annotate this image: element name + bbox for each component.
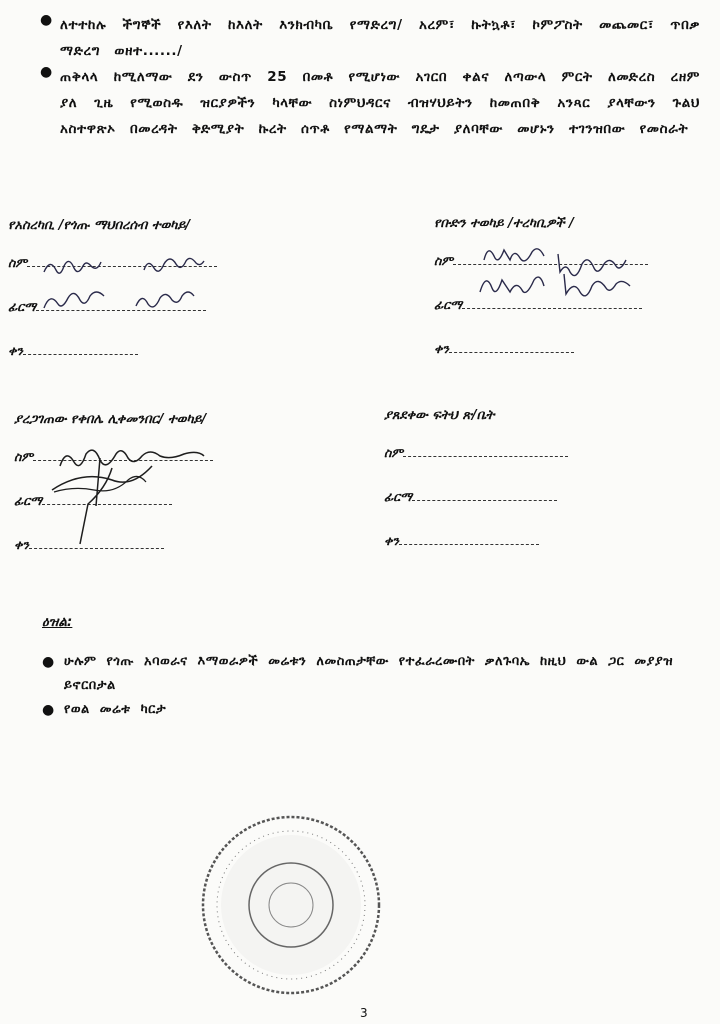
date-field	[384, 533, 568, 555]
official-stamp	[196, 810, 386, 1000]
page-number: 3	[360, 1006, 368, 1020]
name-line	[453, 263, 648, 265]
date-line	[399, 543, 539, 545]
note-item-text: የወል መሬቱ ካርታ	[64, 702, 167, 717]
lessor-heading: የአስረካቢ /የጎጡ ማህበረሰብ ተወካይ/	[8, 218, 191, 233]
date-field	[8, 343, 217, 365]
group-signature-block	[434, 216, 648, 363]
signature-field	[384, 489, 568, 511]
court-signature-block	[384, 408, 568, 555]
signature-label: ፊርማ	[384, 489, 413, 504]
signature-label: ፊርማ	[8, 299, 37, 314]
verifier-signature-block	[14, 412, 213, 559]
bullet-icon: ●	[40, 12, 53, 28]
signature-field	[434, 297, 648, 319]
name-label: ስም	[14, 449, 34, 464]
court-heading: ያጸደቀው ፍትህ ጽ/ቤት	[384, 408, 495, 423]
signature-line	[462, 307, 642, 309]
name-field	[434, 253, 648, 275]
name-label: ስም	[434, 253, 454, 268]
date-line	[23, 353, 138, 355]
name-field	[384, 445, 568, 467]
signature-label: ፊርማ	[14, 493, 43, 508]
name-label: ስም	[384, 445, 404, 460]
list-item	[42, 698, 682, 722]
name-field	[8, 255, 217, 277]
bullet-text: ለተተከሉ ችግኞች የእለት ከእለት እንክብካቤ የማድረግ/ አረም፣ ኩትኳቶ፣ ኮምፖስት መጨመር፣ ጥበቃ ማድረግ ወዘተ....../	[60, 17, 700, 59]
list-item	[40, 12, 700, 64]
date-label: ቀን	[434, 341, 449, 356]
name-line	[33, 459, 213, 461]
signature-line	[412, 499, 557, 501]
signature-field	[8, 299, 217, 321]
signature-line	[36, 309, 206, 311]
name-label: ስም	[8, 255, 28, 270]
date-label: ቀን	[8, 343, 23, 358]
bullet-icon: ●	[42, 702, 55, 718]
bullet-text: ጠቅላላ ከሚለማው ደን ውስጥ 25 በመቶ የሚሆነው አገርበ ቀልና ለጣውላ ምርት ለመድረስ ረዘም ያለ ጊዜ የሚወስዱ ዝርያዎችን ካላቸው ስነምህዳርና ብዝሃህይትን ከመጠበቅ አንጻር ያላቸውን ጉልህ አስተዋጽኦ በመረዳት ቅድሚያት ኩረት ሰጥቶ የማልማት ግዴታ ያለባቸው መሆኑን ተገንዝበው የመስራት	[60, 69, 700, 137]
signature-line	[42, 503, 172, 505]
list-item	[40, 64, 700, 142]
name-field	[14, 449, 213, 471]
verifier-heading: ያረጋገጠው የቀበሌ ሊቀመንበር/ ተወካይ/	[14, 412, 207, 427]
date-label: ቀን	[14, 537, 29, 552]
name-line	[403, 455, 568, 457]
name-line	[27, 265, 217, 267]
date-field	[14, 537, 213, 559]
note-item-text: ሁሉም የጎጡ አባወራና እማወራዎች መሬቱን ለመስጠታቸው የተፈራረሙበት ቃለጉባኤ ከዚህ ውል ጋር መያያዝ ይኖርበታል	[64, 654, 674, 693]
note-title: ዕዝል:	[42, 614, 73, 630]
date-line	[29, 547, 164, 549]
signature-label: ፊርማ	[434, 297, 463, 312]
list-item	[42, 650, 682, 698]
signature-field	[14, 493, 213, 515]
bullet-icon: ●	[40, 64, 53, 80]
date-label: ቀን	[384, 533, 399, 548]
group-heading: የቡድን ተወካይ /ተረካቢዎች /	[434, 216, 574, 231]
date-line	[449, 351, 574, 353]
date-field	[434, 341, 648, 363]
lessor-signature-block	[8, 218, 217, 365]
bullet-icon: ●	[42, 654, 55, 670]
